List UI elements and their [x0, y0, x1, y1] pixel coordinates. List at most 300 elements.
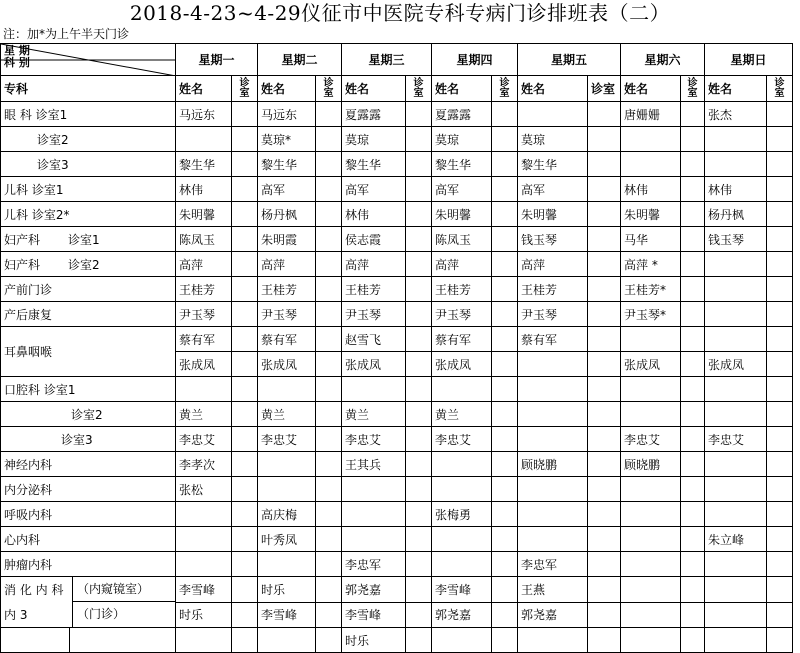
dept-cell: 产后康复 [1, 302, 176, 327]
doctor-name-cell [176, 628, 232, 653]
table-row [1, 477, 793, 502]
doctor-name-cell: 李忠艾 [176, 427, 232, 452]
room-cell [232, 227, 258, 252]
doctor-name-cell: 朱明馨 [518, 202, 588, 227]
dept-label: 妇产科 [4, 232, 41, 247]
room-cell [588, 527, 621, 552]
doctor-name-cell: 高萍 * [621, 252, 681, 277]
room-cell [316, 127, 342, 152]
dept-cell [1, 628, 176, 653]
room-cell [406, 527, 432, 552]
room-cell [492, 427, 518, 452]
room-cell [681, 602, 705, 628]
room-cell [681, 102, 705, 127]
doctor-name-cell: 侯志霞 [342, 227, 406, 252]
table-row [1, 552, 793, 577]
doctor-name-cell [432, 552, 492, 577]
table-row [1, 202, 793, 227]
room-cell [767, 628, 793, 653]
room-cell [588, 352, 621, 377]
doctor-name-cell: 李忠艾 [705, 427, 767, 452]
room-cell [406, 102, 432, 127]
doctor-name-cell [705, 302, 767, 327]
doctor-name-cell: 尹玉琴 [518, 302, 588, 327]
room-cell [492, 252, 518, 277]
doctor-name-cell: 黎生华 [432, 152, 492, 177]
room-cell [316, 252, 342, 277]
doctor-name-cell: 张成凤 [705, 352, 767, 377]
doctor-name-cell [518, 527, 588, 552]
doctor-name-cell: 张成凤 [258, 352, 316, 377]
note-text: 注：加*为上午半天门诊 [3, 27, 130, 41]
room-cell [232, 452, 258, 477]
room-cell [767, 327, 793, 352]
room-cell [681, 352, 705, 377]
room-cell [316, 427, 342, 452]
room-cell [406, 202, 432, 227]
room-cell [767, 277, 793, 302]
room-cell [316, 527, 342, 552]
room-cell [492, 277, 518, 302]
doctor-name-cell: 王桂芳 [176, 277, 232, 302]
room-cell [681, 577, 705, 603]
dept-cell: 诊室2 [1, 402, 176, 427]
table-row [1, 402, 793, 427]
room-cell [316, 602, 342, 628]
room-cell [492, 102, 518, 127]
room-cell [232, 427, 258, 452]
dept-cell: 耳鼻咽喉 [1, 327, 176, 377]
room-cell [588, 602, 621, 628]
doctor-name-cell: 朱明馨 [432, 202, 492, 227]
doctor-name-cell [176, 377, 232, 402]
table-row [1, 302, 793, 327]
room-cell [492, 227, 518, 252]
doctor-name-cell [621, 477, 681, 502]
room-cell [681, 227, 705, 252]
room-cell [316, 202, 342, 227]
table-row [1, 177, 793, 202]
room-cell [492, 177, 518, 202]
doctor-name-cell [705, 277, 767, 302]
room-cell [767, 152, 793, 177]
room-cell [406, 452, 432, 477]
room-cell [316, 152, 342, 177]
doctor-name-cell [432, 477, 492, 502]
doctor-name-cell [705, 577, 767, 603]
name-header: 姓名 [705, 76, 767, 102]
doctor-name-cell [705, 477, 767, 502]
name-header: 姓名 [518, 76, 588, 102]
doctor-name-cell: 钱玉琴 [518, 227, 588, 252]
schedule-table [0, 43, 793, 653]
room-label: 诊室1 [68, 232, 100, 247]
doctor-name-cell: 高萍 [518, 252, 588, 277]
dept-cell: 诊室3 [1, 427, 176, 452]
doctor-name-cell: 王其兵 [342, 452, 406, 477]
room-cell [588, 552, 621, 577]
room-cell [406, 427, 432, 452]
doctor-name-cell [518, 502, 588, 527]
room-cell [406, 277, 432, 302]
room-cell [588, 477, 621, 502]
room-cell [232, 527, 258, 552]
room-cell [232, 602, 258, 628]
room-cell [232, 152, 258, 177]
room-cell [681, 502, 705, 527]
day-header: 星期三 [342, 44, 432, 76]
room-cell [316, 277, 342, 302]
dept-cell: 口腔科 诊室1 [1, 377, 176, 402]
table-row [1, 628, 793, 653]
doctor-name-cell [258, 452, 316, 477]
dept-label: 消 化 内 科 [4, 583, 64, 597]
doctor-name-cell: 杨丹枫 [705, 202, 767, 227]
doctor-name-cell: 张成凤 [176, 352, 232, 377]
doctor-name-cell [621, 377, 681, 402]
room-cell [588, 102, 621, 127]
room-cell [681, 427, 705, 452]
doctor-name-cell: 时乐 [342, 628, 406, 653]
doctor-name-cell: 张成凤 [342, 352, 406, 377]
doctor-name-cell: 李忠军 [518, 552, 588, 577]
room-header: 诊 室 [767, 76, 793, 102]
room-cell [316, 628, 342, 653]
doctor-name-cell [621, 152, 681, 177]
room-cell [406, 552, 432, 577]
room-cell [492, 352, 518, 377]
room-cell [316, 227, 342, 252]
dept-cell: 心内科 [1, 527, 176, 552]
doctor-name-cell [258, 628, 316, 653]
dept-cell: 诊室3 [1, 152, 176, 177]
room-cell [406, 477, 432, 502]
room-cell [406, 402, 432, 427]
dept-cell: 肿瘤内科 [1, 552, 176, 577]
doctor-name-cell: 黄兰 [342, 402, 406, 427]
doctor-name-cell [705, 127, 767, 152]
doctor-name-cell [705, 377, 767, 402]
day-header: 星期日 [705, 44, 793, 76]
room-cell [767, 477, 793, 502]
room-cell [316, 327, 342, 352]
room-cell [406, 502, 432, 527]
doctor-name-cell: 李忠艾 [342, 427, 406, 452]
doctor-name-cell [621, 602, 681, 628]
doctor-name-cell [432, 452, 492, 477]
doctor-name-cell: 李忠艾 [432, 427, 492, 452]
room-header: 诊 室 [232, 76, 258, 102]
dept-cell: 儿科 诊室1 [1, 177, 176, 202]
room-cell [767, 377, 793, 402]
table-row [1, 577, 793, 603]
room-cell [681, 402, 705, 427]
doctor-name-cell: 林伟 [342, 202, 406, 227]
doctor-name-cell: 郭尧嘉 [432, 602, 492, 628]
dept-cell: 神经内科 [1, 452, 176, 477]
doctor-name-cell [705, 252, 767, 277]
doctor-name-cell: 唐姗姗 [621, 102, 681, 127]
room-cell [232, 252, 258, 277]
room-cell [232, 177, 258, 202]
doctor-name-cell: 陈凤玉 [176, 227, 232, 252]
doctor-name-cell [518, 352, 588, 377]
room-cell [232, 327, 258, 352]
room-label: 诊室2 [68, 257, 100, 272]
doctor-name-cell: 王桂芳 [258, 277, 316, 302]
doctor-name-cell [258, 477, 316, 502]
doctor-name-cell: 朱立峰 [705, 527, 767, 552]
room-cell [232, 402, 258, 427]
day-header: 星期四 [432, 44, 518, 76]
doctor-name-cell [705, 327, 767, 352]
doctor-name-cell: 高军 [342, 177, 406, 202]
room-cell [767, 602, 793, 628]
table-row [1, 452, 793, 477]
room-cell [588, 427, 621, 452]
room-cell [767, 202, 793, 227]
room-cell [232, 277, 258, 302]
doctor-name-cell [518, 628, 588, 653]
table-row [1, 102, 793, 127]
doctor-name-cell: 郭尧嘉 [342, 577, 406, 603]
table-row [1, 377, 793, 402]
doctor-name-cell: 蔡有军 [518, 327, 588, 352]
doctor-name-cell: 李忠艾 [621, 427, 681, 452]
doctor-name-cell: 黎生华 [518, 152, 588, 177]
room-cell [767, 102, 793, 127]
room-cell [492, 152, 518, 177]
dept-cell: 儿科 诊室2* [1, 202, 176, 227]
doctor-name-cell: 马华 [621, 227, 681, 252]
room-cell [316, 402, 342, 427]
doctor-name-cell: 朱明馨 [176, 202, 232, 227]
room-cell [406, 227, 432, 252]
doctor-name-cell: 黎生华 [342, 152, 406, 177]
header-corner-cell [1, 44, 176, 76]
doctor-name-cell: 陈凤玉 [432, 227, 492, 252]
room-cell [681, 327, 705, 352]
room-cell [406, 127, 432, 152]
doctor-name-cell: 郭尧嘉 [518, 602, 588, 628]
room-cell [406, 177, 432, 202]
day-header: 星期一 [176, 44, 258, 76]
doctor-name-cell: 林伟 [705, 177, 767, 202]
doctor-name-cell: 王桂芳 [518, 277, 588, 302]
doctor-name-cell: 李忠军 [342, 552, 406, 577]
room-cell [767, 252, 793, 277]
dept-cell: 产前门诊 [1, 277, 176, 302]
room-cell [406, 577, 432, 603]
room-cell [767, 177, 793, 202]
room-cell [588, 152, 621, 177]
dept-cell [1, 252, 176, 277]
doctor-name-cell [518, 477, 588, 502]
doctor-name-cell: 高萍 [176, 252, 232, 277]
doctor-name-cell: 杨丹枫 [258, 202, 316, 227]
name-header: 姓名 [176, 76, 232, 102]
room-cell [492, 327, 518, 352]
room-cell [588, 377, 621, 402]
room-cell [492, 502, 518, 527]
table-row [1, 127, 793, 152]
day-header: 星期二 [258, 44, 342, 76]
table-row [1, 327, 793, 352]
room-cell [767, 502, 793, 527]
room-cell [492, 477, 518, 502]
room-cell [316, 477, 342, 502]
room-cell [767, 352, 793, 377]
room-cell [681, 552, 705, 577]
doctor-name-cell: 黎生华 [176, 152, 232, 177]
dept-cell: 眼 科 诊室1 [1, 102, 176, 127]
room-cell [492, 127, 518, 152]
room-cell [681, 452, 705, 477]
room-cell [681, 277, 705, 302]
doctor-name-cell: 时乐 [176, 602, 232, 628]
table-row [1, 152, 793, 177]
doctor-name-cell [705, 502, 767, 527]
room-cell [316, 177, 342, 202]
room-cell [232, 302, 258, 327]
doctor-name-cell: 高庆梅 [258, 502, 316, 527]
doctor-name-cell: 时乐 [258, 577, 316, 603]
room-cell [492, 402, 518, 427]
doctor-name-cell [176, 502, 232, 527]
doctor-name-cell: 黄兰 [432, 402, 492, 427]
room-cell [588, 327, 621, 352]
name-header: 姓名 [258, 76, 316, 102]
dept-cell: 诊室2 [1, 127, 176, 152]
room-cell [492, 202, 518, 227]
dept-label: 内 3 [4, 608, 28, 622]
doctor-name-cell: 尹玉琴 [258, 302, 316, 327]
doctor-name-cell: 蔡有军 [176, 327, 232, 352]
doctor-name-cell: 莫琼 [342, 127, 406, 152]
room-cell [232, 502, 258, 527]
doctor-name-cell: 李雪峰 [432, 577, 492, 603]
doctor-name-cell: 尹玉琴 [176, 302, 232, 327]
doctor-name-cell [176, 552, 232, 577]
doctor-name-cell: 黎生华 [258, 152, 316, 177]
room-header: 诊 室 [492, 76, 518, 102]
doctor-name-cell: 王燕 [518, 577, 588, 603]
room-cell [232, 628, 258, 653]
doctor-name-cell [176, 527, 232, 552]
room-cell [316, 377, 342, 402]
doctor-name-cell [705, 152, 767, 177]
doctor-name-cell: 高军 [432, 177, 492, 202]
room-cell [492, 577, 518, 603]
room-cell [588, 252, 621, 277]
doctor-name-cell [621, 628, 681, 653]
room-cell [588, 402, 621, 427]
room-cell [232, 102, 258, 127]
room-cell [232, 352, 258, 377]
doctor-name-cell: 黄兰 [258, 402, 316, 427]
table-row [1, 44, 793, 76]
room-cell [492, 552, 518, 577]
doctor-name-cell: 王桂芳 [432, 277, 492, 302]
name-header: 姓名 [432, 76, 492, 102]
doctor-name-cell: 马远东 [176, 102, 232, 127]
room-cell [588, 202, 621, 227]
room-cell [492, 452, 518, 477]
doctor-name-cell: 张成凤 [432, 352, 492, 377]
room-cell [492, 628, 518, 653]
doctor-name-cell: 朱明馨 [621, 202, 681, 227]
room-cell [316, 452, 342, 477]
doctor-name-cell [705, 552, 767, 577]
room-cell [406, 352, 432, 377]
doctor-name-cell: 尹玉琴 [432, 302, 492, 327]
doctor-name-cell [432, 628, 492, 653]
table-row [1, 252, 793, 277]
doctor-name-cell: 莫琼 [518, 127, 588, 152]
doctor-name-cell: 顾晓鹏 [621, 452, 681, 477]
room-cell [681, 377, 705, 402]
dept-cell [1, 227, 176, 252]
room-cell [232, 552, 258, 577]
table-row [1, 502, 793, 527]
room-cell [767, 127, 793, 152]
room-cell [681, 152, 705, 177]
room-cell [767, 302, 793, 327]
dept-cell [1, 577, 176, 628]
doctor-name-cell: 夏露露 [432, 102, 492, 127]
doctor-name-cell [621, 552, 681, 577]
doctor-name-cell: 高军 [518, 177, 588, 202]
doctor-name-cell: 赵雪飞 [342, 327, 406, 352]
doctor-name-cell: 李忠艾 [258, 427, 316, 452]
doctor-name-cell: 王桂芳 [342, 277, 406, 302]
room-cell [681, 302, 705, 327]
room-cell [492, 527, 518, 552]
doctor-name-cell [518, 402, 588, 427]
doctor-name-cell: 李孝次 [176, 452, 232, 477]
room-cell [492, 377, 518, 402]
doctor-name-cell [258, 552, 316, 577]
room-cell [681, 252, 705, 277]
dept-header: 专科 [1, 76, 176, 102]
room-cell [767, 552, 793, 577]
doctor-name-cell: 张松 [176, 477, 232, 502]
room-cell [681, 477, 705, 502]
room-cell [406, 628, 432, 653]
doctor-name-cell [705, 402, 767, 427]
doctor-name-cell [621, 402, 681, 427]
doctor-name-cell: 马远东 [258, 102, 316, 127]
dept-cell: 内分泌科 [1, 477, 176, 502]
dept-cell: 呼吸内科 [1, 502, 176, 527]
sub-dept-label: （内窥镜室） [73, 577, 175, 602]
doctor-name-cell: 高萍 [258, 252, 316, 277]
doctor-name-cell: 夏露露 [342, 102, 406, 127]
room-cell [767, 577, 793, 603]
doctor-name-cell: 林伟 [176, 177, 232, 202]
doctor-name-cell: 高军 [258, 177, 316, 202]
room-cell [588, 452, 621, 477]
room-header: 诊室 [588, 76, 621, 102]
room-cell [316, 502, 342, 527]
doctor-name-cell [621, 577, 681, 603]
room-header: 诊 室 [316, 76, 342, 102]
doctor-name-cell: 林伟 [621, 177, 681, 202]
room-cell [232, 127, 258, 152]
doctor-name-cell [705, 452, 767, 477]
room-cell [316, 352, 342, 377]
doctor-name-cell [621, 327, 681, 352]
